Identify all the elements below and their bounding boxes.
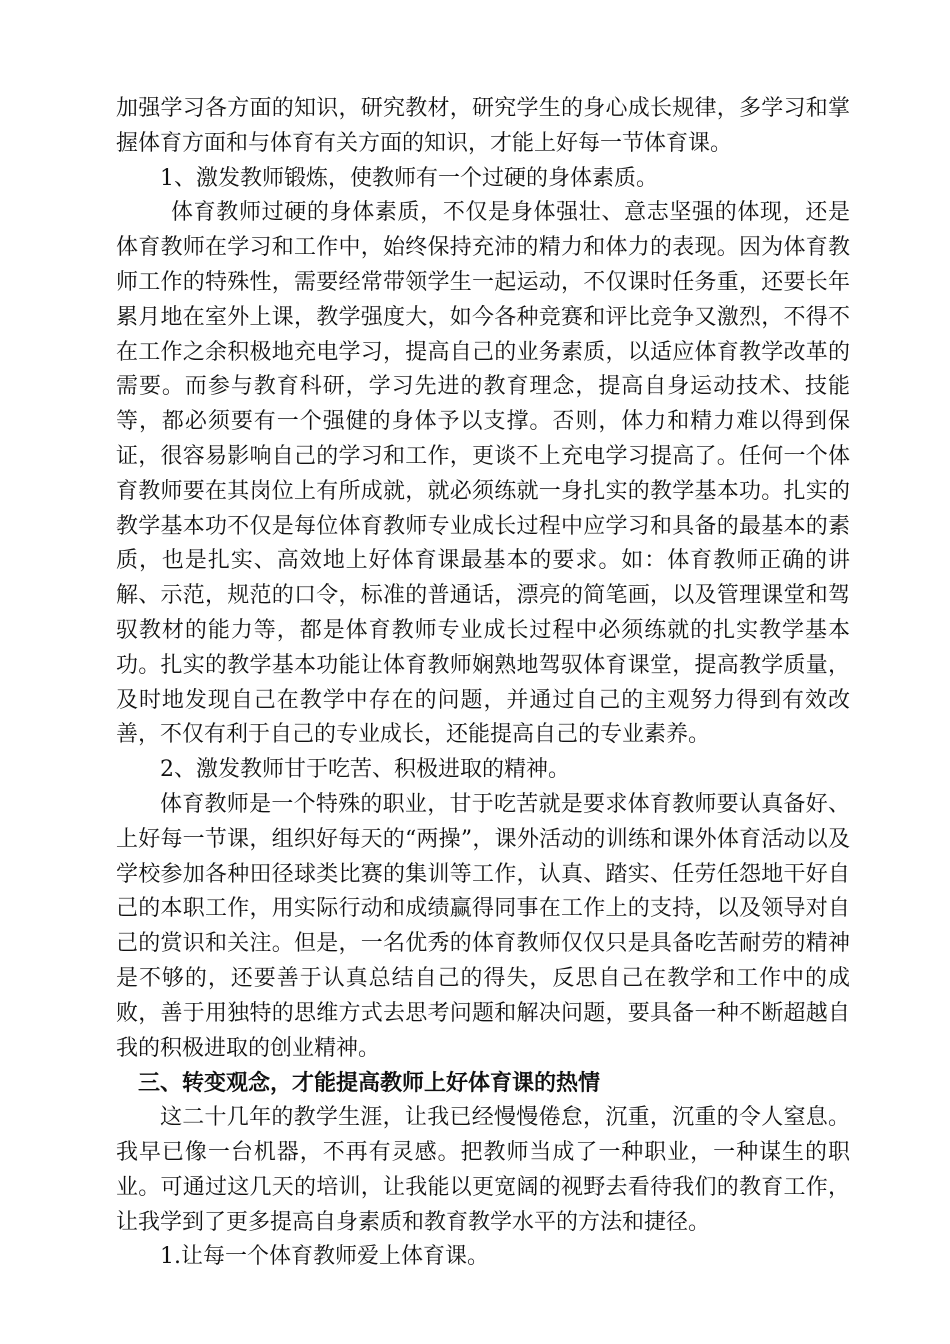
paragraph-knowledge: 加强学习各方面的知识，研究教材，研究学生的身心成长规律，多学习和掌握体育方面和与体育有关方面的知识，才能上好每一节体育课。: [116, 96, 850, 156]
subheading-physical-fitness: 1、激发教师锻炼，使教师有一个过硬的身体素质。: [160, 165, 658, 191]
document-page: [116, 92, 850, 1275]
subheading-love-pe: 1.让每一个体育教师爱上体育课。: [160, 1244, 489, 1270]
section-heading-change-concepts: 三、转变观念，才能提高教师上好体育课的热情: [138, 1070, 601, 1097]
paragraph-teaching-career: 这二十几年的教学生涯，让我已经慢慢倦怠，沉重，沉重的令人窒息。我早已像一台机器，不再有灵感。把教师当成了一种职业，一种谋生的职业。可通过这几天的培训，让我能以更宽阔的视野去看待我们的教育工作，让我学到了更多提高自身素质和教育教学水平的方法和捷径。: [116, 1105, 850, 1235]
paragraph-hard-work: 体育教师是一个特殊的职业，甘于吃苦就是要求体育教师要认真备好、上好每一节课，组织好每天的“两操”，课外活动的训练和课外体育活动以及学校参加各种田径球类比赛的集训等工作，认真、踏实、任劳任怨地干好自己的本职工作，用实际行动和成绩赢得同事在工作上的支持，以及领导对自己的赏识和关注。但是，一名优秀的体育教师仅仅只是具备吃苦耐劳的精神是不够的，还要善于认真总结自己的得失，反思自己在教学和工作中的成败，善于用独特的思维方式去思考问题和解决问题，要具备一种不断超越自我的积极进取的创业精神。: [116, 791, 850, 1061]
subheading-hard-work: 2、激发教师甘于吃苦、积极进取的精神。: [160, 757, 570, 783]
paragraph-physical-fitness: 体育教师过硬的身体素质，不仅是身体强壮、意志坚强的体现，还是体育教师在学习和工作中，始终保持充沛的精力和体力的表现。因为体育教师工作的特殊性，需要经常带领学生一起运动，不仅课时任务重，还要长年累月地在室外上课，教学强度大，如今各种竞赛和评比竞争又激烈，不得不在工作之余积极地充电学习，提高自己的业务素质，以适应体育教学改革的需要。而参与教育科研，学习先进的教育理念，提高自身运动技术、技能等，都必须要有一个强健的身体予以支撑。否则，体力和精力难以得到保证，很容易影响自己的学习和工作，更谈不上充电学习提高了。任何一个体育教师要在其岗位上有所成就，就必须练就一身扎实的教学基本功。扎实的教学基本功不仅是每位体育教师专业成长过程中应学习和具备的最基本的素质，也是扎实、高效地上好体育课最基本的要求。如：体育教师正确的讲解、示范，规范的口令，标准的普通话，漂亮的简笔画，以及管理课堂和驾驭教材的能力等，都是体育教师专业成长过程中必须练就的扎实教学基本功。扎实的教学基本功能让体育教师娴熟地驾驭体育课堂，提高教学质量，及时地发现自己在教学中存在的问题，并通过自己的主观努力得到有效改善，不仅有利于自己的专业成长，还能提高自己的专业素养。: [116, 200, 850, 748]
